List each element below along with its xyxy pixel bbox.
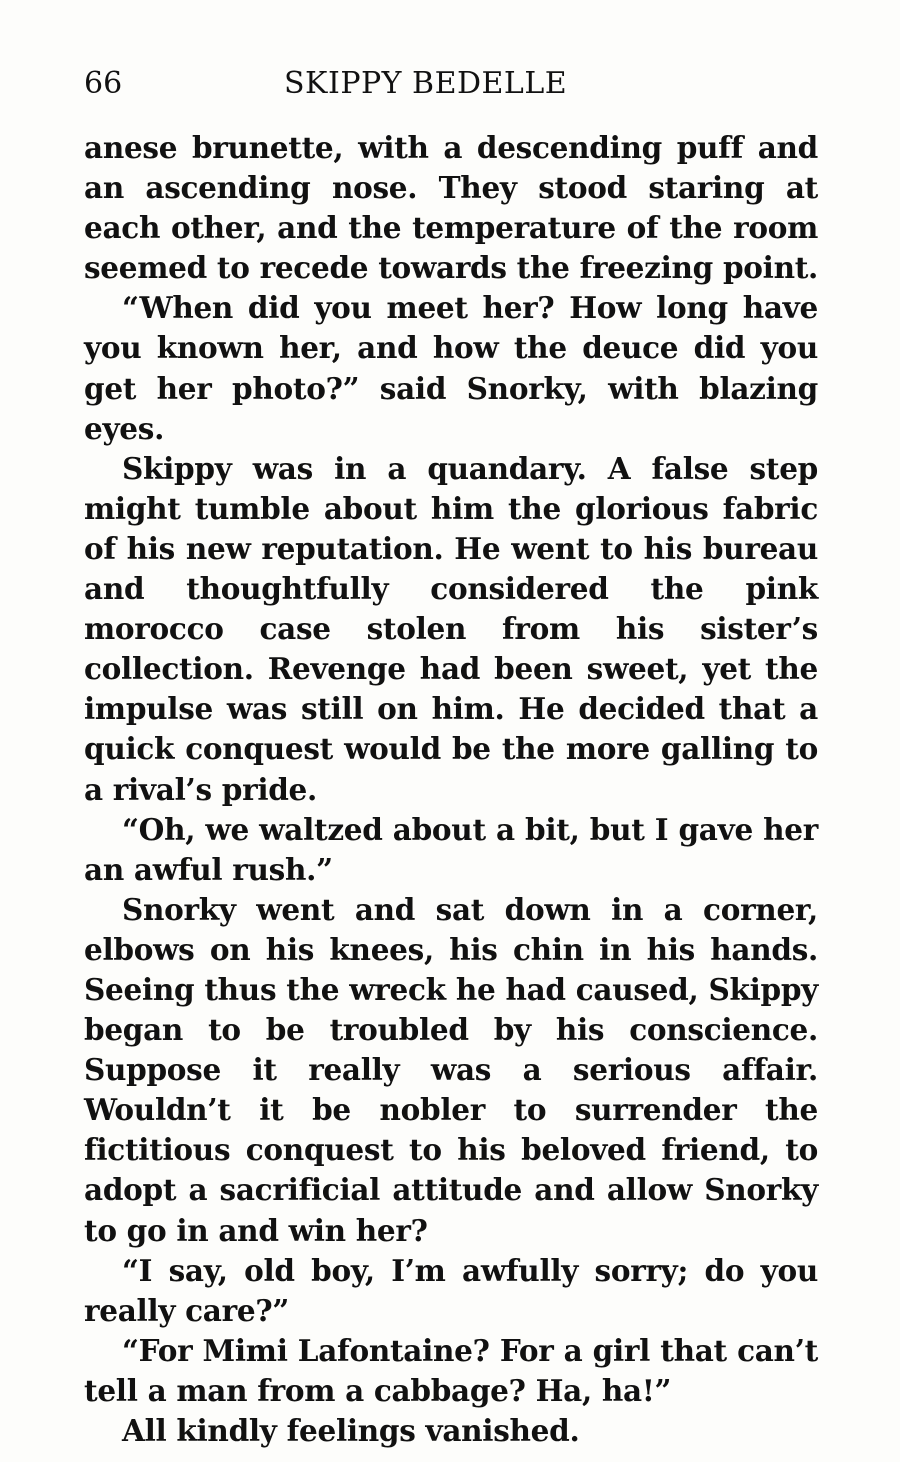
paragraph-dialogue-snorky-retort: “For Mimi Lafontaine? For a girl that can’t tell a man from a cabbage? Ha, ha!” xyxy=(84,1332,818,1408)
paragraph-continued: anese brunette, with a descending puff and an ascending nose. They stood staring at each other, and the temperature of the room seemed to recede towards the freezing point. xyxy=(84,130,819,286)
paragraph-feelings-vanished: All kindly feelings vanished. xyxy=(122,1413,580,1448)
paragraph-dialogue-skippy-sorry: “I say, old boy, I’m awfully sorry; do you really care?” xyxy=(84,1252,818,1328)
paragraph-dialogue-snorky-question: “When did you meet her? How long have you known her, and how the deuce did you get her photo?” said Snorky, with blazing eyes. xyxy=(84,290,818,446)
paragraph-snorky-corner: Snorky went and sat down in a corner, elbows on his knees, his chin in his hands. Seeing thus the wreck he had caused, Skippy began to be troubled by his conscience. Suppose it really was a serious affair. Wouldn’t it be nobler to surrender the fictitious conquest to his beloved friend, to adopt a sacrificial attitude and allow Snorky to go in and win her? xyxy=(84,891,818,1248)
body-text xyxy=(84,128,818,1451)
paragraph-skippy-quandary: Skippy was in a quandary. A false step might tumble about him the glorious fabric of his new reputation. He went to his bureau and thoughtfully considered the pink morocco case stolen from his sister’s collection. Revenge had been sweet, yet the impulse was still on him. He decided that a quick conquest would be the more galling to a rival’s pride. xyxy=(84,450,818,807)
running-title: SKIPPY BEDELLE xyxy=(284,66,568,101)
running-head xyxy=(84,62,818,106)
paragraph-dialogue-skippy-waltz: “Oh, we waltzed about a bit, but I gave her an awful rush.” xyxy=(84,811,818,887)
page-number: 66 xyxy=(84,66,123,101)
